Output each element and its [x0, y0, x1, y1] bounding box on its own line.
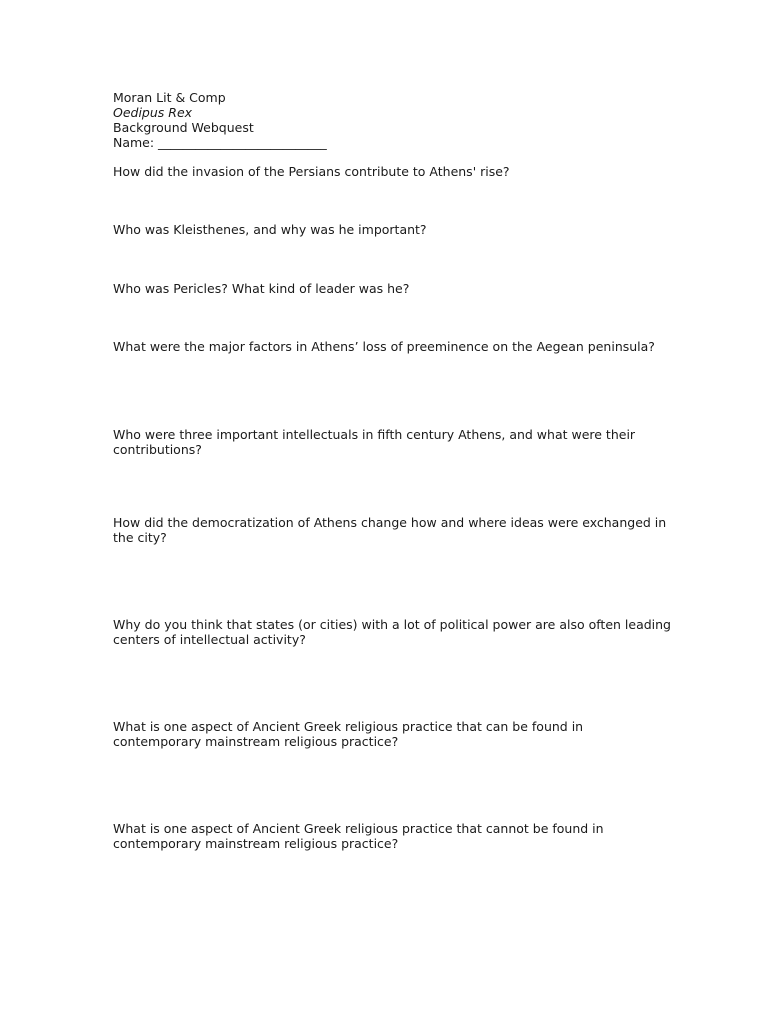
question-4: What were the major factors in Athens’ loss of preeminence on the Aegean peninsula? [113, 339, 655, 354]
question-3: Who was Pericles? What kind of leader was he? [113, 281, 410, 296]
question-2: Who was Kleisthenes, and why was he important? [113, 222, 427, 237]
question-9: What is one aspect of Ancient Greek religious practice that cannot be found in contemporary mainstream religious practice? [113, 821, 604, 851]
course-name: Moran Lit & Comp [113, 90, 226, 105]
name-line: Name: ___________________________ [113, 135, 327, 150]
work-title: Oedipus Rex [113, 105, 193, 120]
question-6: How did the democratization of Athens change how and where ideas were exchanged in the city? [113, 515, 667, 545]
question-5: Who were three important intellectuals in fifth century Athens, and what were their contributions? [113, 427, 636, 457]
assignment-title: Background Webquest [113, 120, 254, 135]
question-1: How did the invasion of the Persians contribute to Athens' rise? [113, 164, 510, 179]
question-7: Why do you think that states (or cities) with a lot of political power are also often leading centers of intellectual activity? [113, 617, 671, 647]
question-8: What is one aspect of Ancient Greek religious practice that can be found in contemporary mainstream religious practice? [113, 719, 584, 749]
